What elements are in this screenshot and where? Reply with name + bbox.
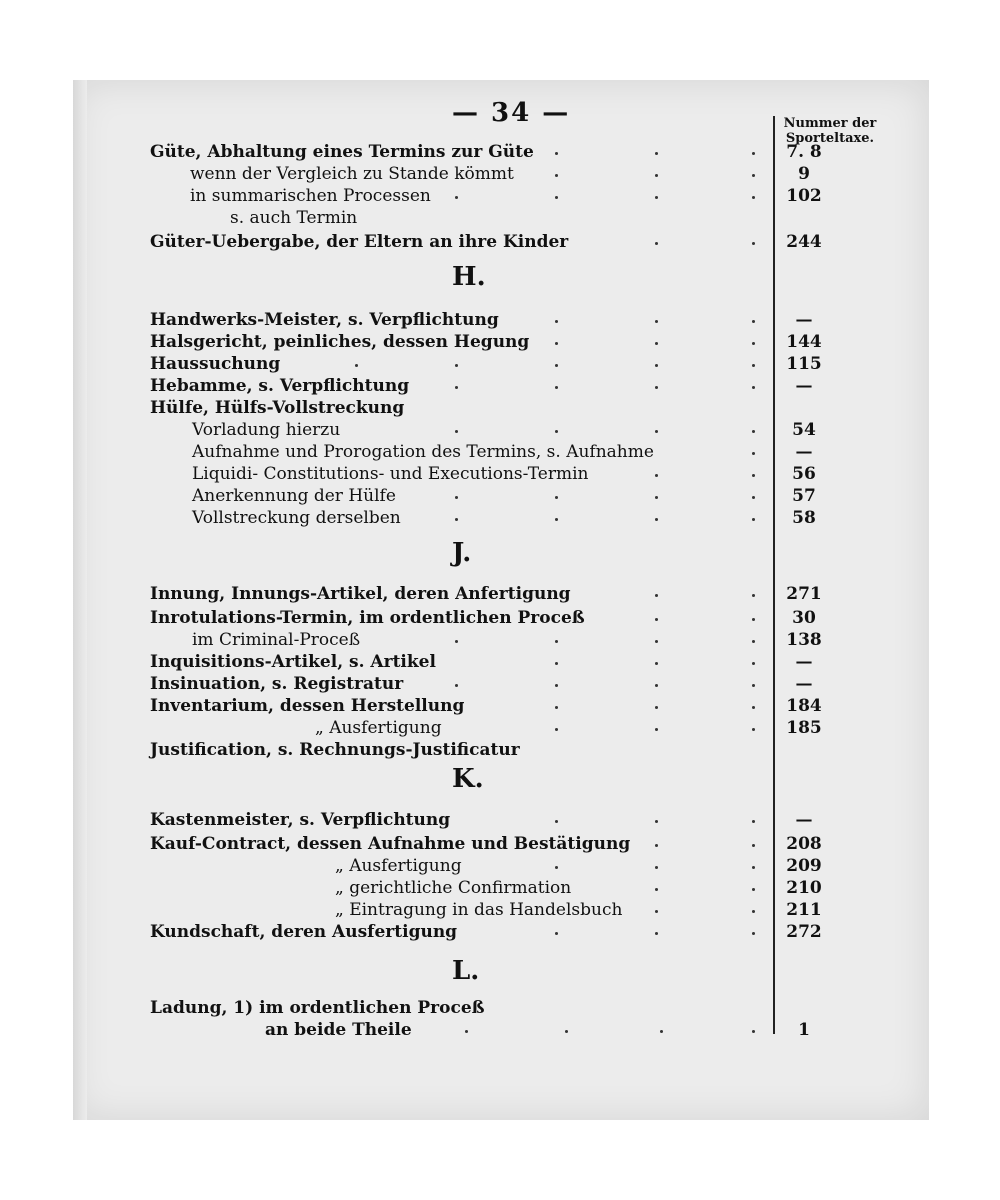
- index-entry: [0, 898, 1000, 922]
- entry-number: 210: [786, 878, 822, 898]
- entry-label: Hebamme, s. Verpflichtung: [150, 376, 410, 396]
- index-entry: [0, 876, 1000, 900]
- index-entry: [0, 606, 1000, 630]
- section-letter-l: L.: [452, 956, 480, 986]
- entry-label: „ gerichtliche Confirmation: [335, 878, 572, 898]
- entry-number: 185: [786, 718, 822, 738]
- column-header-line2: Sporteltaxe.: [785, 131, 875, 146]
- index-entry: [0, 418, 1000, 442]
- entry-label: „ Ausfertigung: [335, 856, 462, 876]
- entry-label: Inrotulations-Termin, im ordentlichen Proceß: [150, 608, 585, 628]
- index-entry: [0, 628, 1000, 652]
- entry-label: Güter-Uebergabe, der Eltern an ihre Kinder: [150, 232, 569, 252]
- entry-label: „ Eintragung in das Handelsbuch: [335, 900, 623, 920]
- entry-number: —: [795, 674, 813, 694]
- entry-number: —: [795, 376, 813, 396]
- entry-number: 211: [786, 900, 822, 920]
- index-entry: [0, 832, 1000, 856]
- entry-number: 209: [786, 856, 822, 876]
- index-entry: [0, 162, 1000, 186]
- index-entry: [0, 184, 1000, 208]
- entry-number: 272: [786, 922, 822, 942]
- entry-label: s. auch Termin: [230, 208, 358, 228]
- entry-number: 138: [786, 630, 822, 650]
- entry-label: Haussuchung: [150, 354, 281, 374]
- entry-label: wenn der Vergleich zu Stande kömmt: [190, 164, 514, 184]
- entry-number: 9: [798, 164, 810, 184]
- entry-number: 144: [786, 332, 822, 352]
- entry-number: 58: [792, 508, 816, 528]
- index-entry: [0, 206, 1000, 230]
- entry-label: Inventarium, dessen Herstellung: [150, 696, 465, 716]
- index-entry: [0, 308, 1000, 332]
- entry-label: „ Ausfertigung: [315, 718, 442, 738]
- entry-number: —: [795, 310, 813, 330]
- entry-label: Kastenmeister, s. Verpflichtung: [150, 810, 451, 830]
- entry-label: Vollstreckung derselben: [192, 508, 401, 528]
- entry-number: 7. 8: [786, 142, 822, 162]
- entry-label: im Criminal-Proceß: [192, 630, 361, 650]
- entry-number: 56: [792, 464, 816, 484]
- index-entry: [0, 140, 1000, 164]
- entry-label: Insinuation, s. Registratur: [150, 674, 404, 694]
- entry-number: 271: [786, 584, 822, 604]
- entry-label: Innung, Innungs-Artikel, deren Anfertigung: [150, 584, 571, 604]
- index-entry: [0, 996, 1000, 1020]
- index-entry: [0, 694, 1000, 718]
- index-entry: [0, 854, 1000, 878]
- entry-number: —: [795, 442, 813, 462]
- entry-label: Kundschaft, deren Ausfertigung: [150, 922, 458, 942]
- section-letter-k: K.: [452, 764, 484, 794]
- entry-number: 30: [792, 608, 816, 628]
- index-entry: [0, 374, 1000, 398]
- index-entry: [0, 506, 1000, 530]
- entry-label: Kauf-Contract, dessen Aufnahme und Bestätigung: [150, 834, 631, 854]
- entry-number: —: [795, 652, 813, 672]
- entry-number: 102: [786, 186, 822, 206]
- column-header-line1: Nummer der: [783, 116, 877, 131]
- entry-label: Hülfe, Hülfs-Vollstreckung: [150, 398, 405, 418]
- entry-label: in summarischen Processen: [190, 186, 431, 206]
- page-number: — 34 —: [452, 98, 571, 128]
- entry-label: an beide Theile: [265, 1020, 412, 1040]
- index-entry: [0, 1018, 1000, 1042]
- entry-label: Justification, s. Rechnungs-Justificatur: [150, 740, 520, 760]
- entry-label: Anerkennung der Hülfe: [192, 486, 396, 506]
- entry-label: Aufnahme und Prorogation des Termins, s. Aufnahme: [192, 442, 654, 462]
- index-entry: [0, 582, 1000, 606]
- entry-label: Liquidi- Constitutions- und Executions-Termin: [192, 464, 589, 484]
- entry-number: 184: [786, 696, 822, 716]
- entry-label: Halsgericht, peinliches, dessen Hegung: [150, 332, 530, 352]
- entry-number: 54: [792, 420, 816, 440]
- entry-number: —: [795, 810, 813, 830]
- entry-number: 1: [798, 1020, 810, 1040]
- index-entry: [0, 462, 1000, 486]
- entry-label: Inquisitions-Artikel, s. Artikel: [150, 652, 436, 672]
- index-entry: [0, 352, 1000, 376]
- section-letter-h: H.: [452, 262, 486, 292]
- index-entry: [0, 738, 1000, 762]
- entry-label: Vorladung hierzu: [192, 420, 341, 440]
- index-entry: [0, 920, 1000, 944]
- entry-label: Handwerks-Meister, s. Verpflichtung: [150, 310, 499, 330]
- index-entry: [0, 672, 1000, 696]
- index-entry: [0, 330, 1000, 354]
- index-entry: [0, 396, 1000, 420]
- entry-label: Güte, Abhaltung eines Termins zur Güte: [150, 142, 534, 162]
- entry-number: 244: [786, 232, 822, 252]
- entry-label: Ladung, 1) im ordentlichen Proceß: [150, 998, 485, 1018]
- entry-number: 208: [786, 834, 822, 854]
- entry-number: 115: [786, 354, 822, 374]
- section-letter-j: J.: [452, 538, 472, 568]
- index-entry: [0, 808, 1000, 832]
- entry-number: 57: [792, 486, 816, 506]
- index-entry: [0, 440, 1000, 464]
- index-entry: [0, 716, 1000, 740]
- index-entry: [0, 650, 1000, 674]
- index-entry: [0, 484, 1000, 508]
- index-entry: [0, 230, 1000, 254]
